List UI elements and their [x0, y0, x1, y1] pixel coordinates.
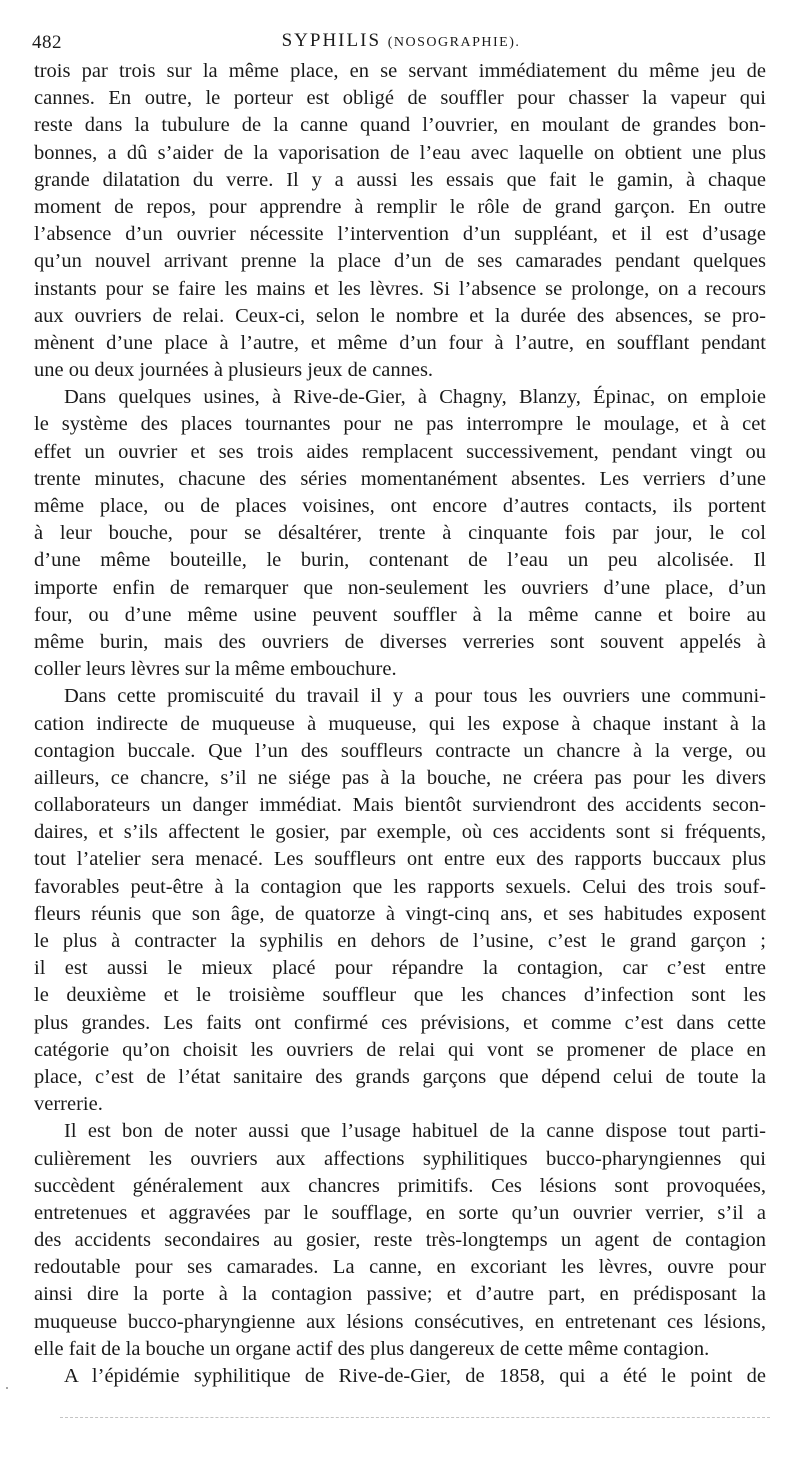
paragraph-start-line: Dans cette promiscuité du travail il y a pour tous les ouvriers une communi- — [64, 685, 766, 708]
text-line: succèdent généralement aux chancres primitifs. Ces lésions sont provoquées, — [34, 1174, 766, 1197]
text-line: le plus à contracter la syphilis en dehors de l’usine, c’est le grand garçon ; — [34, 930, 766, 952]
text-line: cannes. En outre, le porteur est obligé de souffler pour chasser la vapeur qui — [34, 87, 766, 110]
text-line: fleurs réunis que son âge, de quatorze à vingt-cinq ans, et ses habitudes exposent — [34, 902, 766, 925]
text-line: muqueuse bucco-pharyngienne aux lésions consécutives, en entretenant ces lésions, — [34, 1310, 766, 1333]
text-line: le système des places tournantes pour ne pas interrompre le moulage, et à cet — [34, 413, 766, 436]
text-line: effet un ouvrier et ses trois aides remplacent successivement, pendant vingt ou — [34, 440, 766, 463]
text-line: importe enfin de remarquer que non-seulement les ouvriers d’une place, d’un — [34, 576, 766, 599]
text-line: aux ouvriers de relai. Ceux-ci, selon le nombre et la durée des absences, se pro- — [34, 304, 766, 327]
running-title-main: SYPHILIS — [281, 30, 382, 51]
scan-speck — [6, 1387, 8, 1389]
paragraph-start-line: Dans quelques usines, à Rive-de-Gier, à Chagny, Blanzy, Épinac, on emploie — [64, 386, 766, 409]
paragraph-end-line: elle fait de la bouche un organe actif des plus dangereux de cette même contagion. — [34, 1337, 710, 1360]
text-line: four, ou d’une même usine peuvent souffler à la même canne et boire au — [34, 603, 766, 626]
text-line: il est aussi le mieux placé pour répandre la contagion, car c’est entre — [34, 957, 766, 980]
text-line: l’absence d’un ouvrier nécessite l’intervention d’un suppléant, et il est d’usage — [34, 223, 766, 246]
body-text — [34, 58, 766, 1390]
text-line: plus grandes. Les faits ont confirmé ces prévisions, et comme c’est dans cette — [34, 1011, 766, 1034]
text-line: trente minutes, chacune des séries momentanément absentes. Les verriers d’une — [34, 467, 766, 490]
text-line: reste dans la tubulure de la canne quand l’ouvrier, en moulant de grandes bon- — [34, 114, 766, 137]
text-line: qu’un nouvel arrivant prenne la place d’un de ses camarades pendant quelques — [34, 250, 766, 273]
text-line: entretenues et aggravées par le soufflage, en sorte qu’un ouvrier verrier, s’il a — [34, 1201, 766, 1224]
text-line: le deuxième et le troisième souffleur que les chances d’infection sont les — [34, 984, 766, 1007]
text-line: même place, ou de places voisines, ont encore d’autres contacts, ils portent — [34, 495, 766, 517]
text-line: ailleurs, ce chancre, s’il ne siége pas à la bouche, ne créera pas pour les divers — [34, 766, 766, 789]
text-line: à leur bouche, pour se désaltérer, trente à cinquante fois par jour, le col — [34, 522, 766, 545]
paragraph-end-line: une ou deux journées à plusieurs jeux de cannes. — [34, 359, 434, 382]
paragraph-end-line: verrerie. — [34, 1093, 103, 1116]
text-line: d’une même bouteille, le burin, contenant de l’eau un peu alcolisée. Il — [34, 549, 766, 572]
running-title-subtitle: (NOSOGRAPHIE). — [387, 35, 521, 50]
text-line: favorables peut-être à la contagion que les rapports sexuels. Celui des trois souf- — [34, 875, 766, 898]
page-number: 482 — [32, 32, 62, 53]
text-line: grande dilatation du verre. Il y a aussi les essais que fait le gamin, à chaque — [34, 168, 766, 191]
paragraph-start-line: Il est bon de noter aussi que l’usage habituel de la canne dispose tout parti- — [64, 1120, 766, 1143]
text-line: bonnes, a dû s’aider de la vaporisation de l’eau avec laquelle on obtient une plus — [34, 141, 766, 164]
text-line: daires, et s’ils affectent le gosier, par exemple, où ces accidents sont si fréquents, — [34, 821, 766, 844]
text-line: moment de repos, pour apprendre à remplir le rôle de grand garçon. En outre — [34, 195, 766, 218]
text-line: redoutable pour ses camarades. La canne, en excoriant les lèvres, ouvre pour — [34, 1256, 766, 1279]
text-line: même burin, mais des ouvriers de diverses verreries sont souvent appelés à — [34, 630, 766, 653]
text-line: culièrement les ouvriers aux affections syphilitiques bucco-pharyngiennes qui — [34, 1147, 766, 1170]
text-line: catégorie qu’on choisit les ouvriers de relai qui vont se promener de place en — [34, 1038, 766, 1061]
running-head — [32, 26, 770, 56]
text-line: ainsi dire la porte à la contagion passive; et d’autre part, en prédisposant la — [34, 1283, 766, 1306]
text-line: cation indirecte de muqueuse à muqueuse, qui les expose à chaque instant à la — [34, 712, 766, 735]
bottom-scan-artifact — [60, 1417, 770, 1418]
text-line: mènent d’une place à l’autre, et même d’un four à l’autre, en soufflant pendant — [34, 331, 766, 354]
text-line: trois par trois sur la même place, en se servant immédiatement du même jeu de — [34, 60, 766, 82]
text-line: collaborateurs un danger immédiat. Mais bientôt surviendront des accidents secon- — [34, 794, 766, 817]
text-line: contagion buccale. Que l’un des souffleurs contracte un chancre à la verge, ou — [34, 739, 766, 762]
text-line: des accidents secondaires au gosier, reste très-longtemps un agent de contagion — [34, 1229, 766, 1252]
running-title — [32, 30, 770, 52]
text-line: instants pour se faire les mains et les lèvres. Si l’absence se prolonge, on a recours — [34, 277, 766, 300]
paragraph-start-line: A l’épidémie syphilitique de Rive-de-Gier, de 1858, qui a été le point de — [64, 1365, 766, 1387]
text-line: place, c’est de l’état sanitaire des grands garçons que dépend celui de toute la — [34, 1065, 766, 1088]
paragraph-end-line: coller leurs lèvres sur la même embouchure. — [34, 658, 397, 681]
text-line: tout l’atelier sera menacé. Les souffleurs ont entre eux des rapports buccaux plus — [34, 848, 766, 871]
